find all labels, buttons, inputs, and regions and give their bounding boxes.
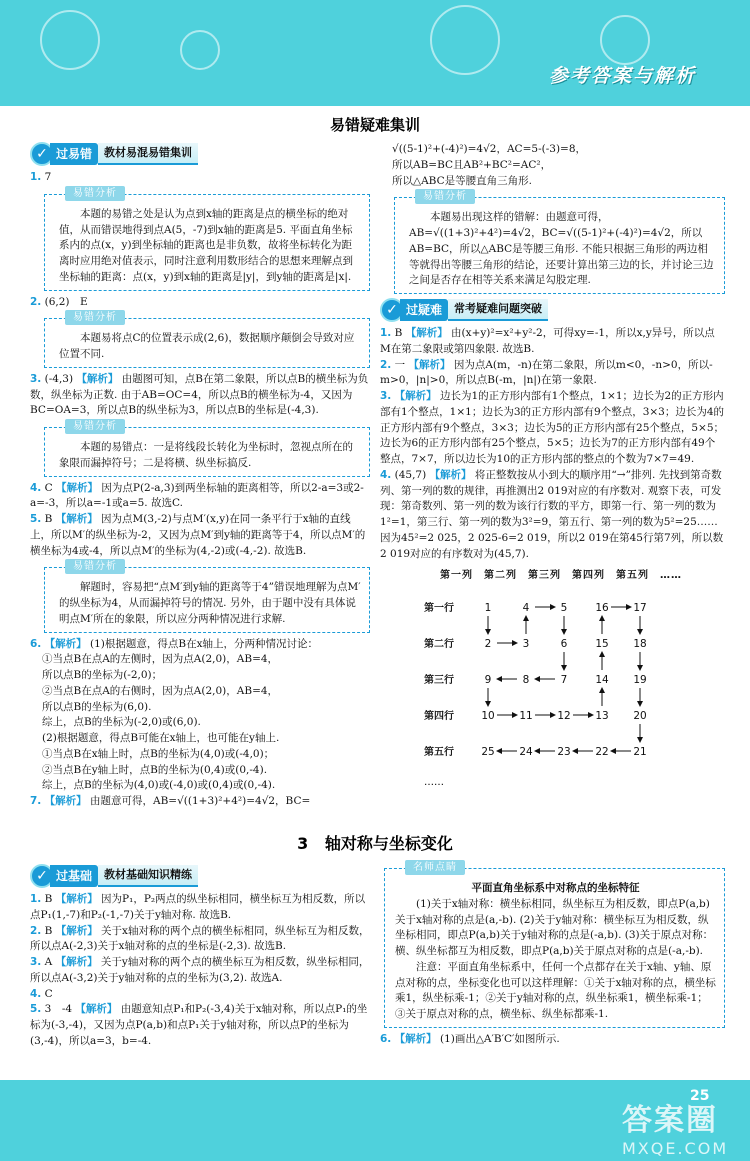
grid-number: 5 (560, 602, 568, 615)
answer-7-cont: √((5-1)²+(-4)²)=4√2，AC=5-(-3)=8， (392, 143, 587, 155)
answer-b4: 4. C (30, 987, 53, 1000)
analysis-box: 易错分析 本题易出现这样的错解：由题意可得，AB=√((1+3)²+4²)=4√2，BC=√((5-1)²+(-4)²)=4√2，所以AB=BC，所以△ABC是等腰三角形. 不能只根据三角形的两边相等就得出等腰三角形的结论，还要计算出第三边的长，并讨论三边之间是否存在相等关系来满足勾股定理. (394, 197, 725, 294)
answer-6-line: 所以点B的坐标为(-2,0)； (42, 669, 163, 681)
answer-b1: 1. B 【解析】 因为P₁，P₂两点的纵坐标相同，横坐标互为相反数，所以点P₁(1,-7)和P₂(-1,-7)关于y轴对称. 故选B. (30, 893, 366, 921)
analysis-box: 易错分析 本题的易错点：一是将线段长转化为坐标时，忽视点所在的象限而漏掉符号；二是将横、纵坐标搞反. (44, 427, 370, 477)
grid-number: 12 (557, 710, 571, 723)
answer-6-line: ①当点B在x轴上时，点B的坐标为(4,0)或(-4,0)； (42, 747, 275, 760)
section-bar-guoyinan (380, 298, 725, 322)
answer-n3: 3. 【解析】 边长为1的正方形内部有1个整点，1×1；边长为2的正方形内部有1个整点，1×1；边长为3的正方形内部有9个整点，3×3；边长为4的正方形内部有9个整点，3×3；边长为5的正方形内部有25个整点，5×5；边长为6的正方形内部有25个整点，5×5；边长为7的正方形内部有49个整点，7×7，所以边长为10的正方形内部的整点的个数为7×7=49. (380, 390, 725, 465)
key-point-title: 平面直角坐标系中对称点的坐标特征 (471, 882, 640, 894)
answer-6-line: 综上，点B的坐标为(4,0)或(-4,0)或(0,4)或(0,-4). (42, 779, 276, 792)
answer-b3: 3. A 【解析】 关于y轴对称的两个点的横坐标互为相反数，纵坐标相同，所以点A(-3,2)关于y轴对称的点的坐标为(3,2). 故选A. (30, 956, 370, 984)
answer-3: 3. (-4,3) 【解析】 由题图可知，点B在第二象限，所以点B的横坐标为负数，纵坐标为正数. 由于AB=OC=4，所以点B的横坐标为-4，又因为BC=OA=3，所以点B的纵坐标为3，所以点B的坐标是(-4,3). (30, 372, 369, 417)
grid-number: 20 (633, 710, 647, 723)
grid-number: 17 (633, 602, 647, 615)
grid-number: 14 (595, 674, 609, 687)
grid-continuation-dots: …… (424, 777, 444, 789)
grid-number: 16 (595, 602, 609, 615)
grid-number: 25 (481, 746, 495, 759)
chapter-number: 3 (297, 834, 309, 853)
grid-number: 1 (484, 602, 492, 615)
answer-6-line: ②当点B在点A的右侧时，因为点A(2,0)，AB=4， (42, 684, 279, 697)
right-column-part2 (380, 858, 725, 1048)
analysis-box: 易错分析 本题易将点C的位置表示成(2,6)，数据顺序颠倒会导致对应位置不同. (44, 318, 370, 368)
check-icon: ✓ (30, 142, 54, 166)
answer-6: 6. 【解析】 (1)根据题意，得点B在x轴上，分两种情况讨论： (30, 637, 318, 650)
watermark-text: 答案圈 (622, 1103, 718, 1138)
bar-subtitle: 教材基础知识精练 (98, 865, 198, 888)
key-point-box (384, 862, 725, 1028)
doodle-circle (40, 10, 100, 70)
grid-row-label: 第四行 (424, 711, 454, 723)
grid-number: 9 (484, 674, 492, 687)
grid-number: 4 (522, 602, 530, 615)
answer-4: 4. C 【解析】 因为点P(2-a,3)到两坐标轴的距离相等，所以2-a=3或2-a=-3，所以a=-1或a=5. 故选C. (30, 481, 364, 510)
answer-5: 5. B 【解析】 因为点M(3,-2)与点M′(x,y)在同一条平行于x轴的直线上，所以M′的纵坐标为-2，又因为点M′到y轴的距离等于4，所以点M′的横坐标为4或-4，所以点M′的坐标为(4,-2)或(-4,-2). 故选B. (30, 513, 366, 557)
section-title: 易错疑难集训 (329, 116, 420, 134)
key-point-text: (1)关于x轴对称：横坐标相同，纵坐标互为相反数，即点P(a,b)关于x轴对称的点是(a,-b). (2)关于y轴对称：横坐标互为相反数，纵坐标相同，即点P(a,b)关于y轴对称的点是(-a,b). (3)关于原点对称：横、纵坐标都互为相反数，即点P(a,b)关于原点对称的点是(-a,-b). (395, 897, 714, 957)
answer-2: 2. (6,2) E (30, 295, 88, 308)
answer-7-cont: 所以AB=BC且AB²+BC²=AC²， (392, 158, 552, 171)
bar-subtitle: 常考疑难问题突破 (448, 299, 548, 322)
chapter-name: 轴对称与坐标变化 (324, 834, 453, 853)
answer-b2: 2. B 【解析】 关于x轴对称的两个点的横坐标相同，纵坐标互为相反数，所以点A(-2,3)关于x轴对称的点的坐标是(-2,3). 故选B. (30, 924, 370, 953)
answer-n2: 2. 一 【解析】 因为点A(m，-n)在第二象限，所以m<0，-n>0，所以-m>0，|n|>0，所以点B(-m，|n|)在第一象限. (380, 358, 713, 387)
grid-row-label: 第一行 (424, 603, 454, 615)
bar-subtitle: 教材易混易错集训 (98, 143, 198, 166)
left-column-part2 (30, 862, 370, 1050)
analysis-box: 易错分析 解题时，容易把“点M′到y轴的距离等于4”错误地理解为点M′的纵坐标为4，从而漏掉符号的情况. 另外，由于题中没有具体说明点M′所在的象限，所以应分两种情况进行求解. (44, 567, 370, 632)
top-banner (0, 0, 750, 106)
section-bar-guojichu (30, 864, 370, 888)
watermark-url: MXQE.COM (622, 1139, 729, 1158)
grid-number: 21 (633, 746, 647, 759)
grid-number: 8 (522, 674, 530, 687)
analysis-box: 易错分析 本题的易错之处是认为点到x轴的距离是点的横坐标的绝对值，从而错误地得到点A(5，-7)到x轴的距离是5. 平面直角坐标系内的点(x，y)到坐标轴的距离也是非负数，故将坐标转化为距离时应用绝对值表示，同时注意利用数形结合的思想来理解点到坐标轴的距离：点(x，y)到x轴的距离是|y|，到y轴的距离是|x|. (44, 194, 370, 291)
grid-number: 15 (595, 638, 609, 651)
grid-column-header: 第一列 第二列 第三列 第四列 第五列 …… (440, 570, 682, 582)
answer-6-line: 综上，点B的坐标为(-2,0)或(6,0). (42, 716, 201, 729)
grid-number: 2 (484, 638, 492, 651)
answer-n4: 4. (45,7) 【解析】 将正整数按从小到大的顺序用“→”排列. 先找到第奇数列、第一列的数的规律，再推测出2 019对应的有序数对. 观察下表，可发现：第奇数列、第一列的数为该行行数的平方，即第一行、第一列的数为1²=1，第三行、第一列的数为3²=9，第五行、第一列的数为5²=25……因为45²=2 025，2 025-6=2 019，所以2 019在第45行第7列，所以数2 019对应的有序数对为(45,7). (380, 468, 724, 560)
grid-number: 10 (481, 710, 495, 723)
doodle-circle (600, 15, 650, 65)
grid-row-label: 第二行 (424, 639, 454, 651)
answer-6-line: ①当点B在点A的左侧时，因为点A(2,0)，AB=4， (42, 653, 279, 666)
bar-label: 过基础 (50, 865, 98, 887)
left-column-part1 (30, 140, 370, 810)
section-bar-guoyicuo (30, 142, 370, 166)
bar-label: 过疑难 (400, 299, 448, 321)
answer-1: 1. 7 (30, 171, 52, 183)
answer-b6: 6. 【解析】 (1)画出△A′B′C′如图所示. (380, 1032, 560, 1045)
grid-row-label: 第五行 (424, 747, 454, 759)
doodle-circle (180, 30, 220, 70)
right-column-part1 (380, 142, 725, 789)
grid-number: 6 (560, 638, 568, 651)
answer-6-line: (2)根据题意，得点B可能在x轴上，也可能在y轴上. (42, 732, 280, 744)
answer-6-line: 所以点B的坐标为(6,0). (42, 700, 152, 713)
grid-number: 22 (595, 746, 609, 759)
answer-6-line: ②当点B在y轴上时，点B的坐标为(0,4)或(0,-4). (42, 763, 268, 776)
number-grid-figure (380, 589, 725, 789)
answer-n1: 1. B 【解析】 由(x+y)²=x²+y²-2，可得xy=-1，所以x,y异号，所以点M在第二象限或第四象限. 故选B. (380, 327, 715, 355)
page-number: 25 (690, 1088, 710, 1104)
banner-title: 参考答案与解析 (548, 65, 696, 87)
watermark-logo (622, 1098, 742, 1158)
check-icon: ✓ (30, 864, 54, 888)
bar-label: 过易错 (50, 143, 98, 165)
key-point-text: 注意：平面直角坐标系中，任何一个点都存在关于x轴、y轴、原点对称的点，坐标变化也可以这样理解：①关于x轴对称的点，横坐标乘1，纵坐标乘-1；②关于y轴对称的点，纵坐标乘1，横坐标乘-1；③关于原点对称的点，横坐标、纵坐标都乘-1. (395, 960, 716, 1020)
grid-number: 18 (633, 638, 647, 651)
doodle-circle (430, 5, 500, 75)
grid-number: 3 (522, 638, 530, 651)
grid-number: 24 (519, 746, 533, 759)
grid-number: 11 (519, 710, 533, 723)
grid-row-label: 第三行 (424, 675, 454, 687)
grid-number: 13 (595, 710, 609, 723)
grid-number: 7 (560, 674, 568, 687)
chapter-title (0, 832, 750, 856)
check-icon: ✓ (380, 298, 404, 322)
grid-number: 19 (633, 674, 647, 687)
key-point-tag: 名师点睛 (405, 860, 465, 875)
answer-7: 7. 【解析】 由题意可得，AB=√((1+3)²+4²)=4√2，BC= (30, 795, 311, 807)
grid-number: 23 (557, 746, 571, 759)
answer-7-cont: 所以△ABC是等腰直角三角形. (392, 174, 532, 187)
answer-b5: 5. 3 -4 【解析】 由题意知点P₁和P₂(-3,4)关于x轴对称，所以点P₁的坐标为(-3,-4)，又因为点P(a,b)和点P₁关于y轴对称，所以点P的坐标为(3,-4)，所以a=3，b=-4. (30, 1003, 368, 1047)
